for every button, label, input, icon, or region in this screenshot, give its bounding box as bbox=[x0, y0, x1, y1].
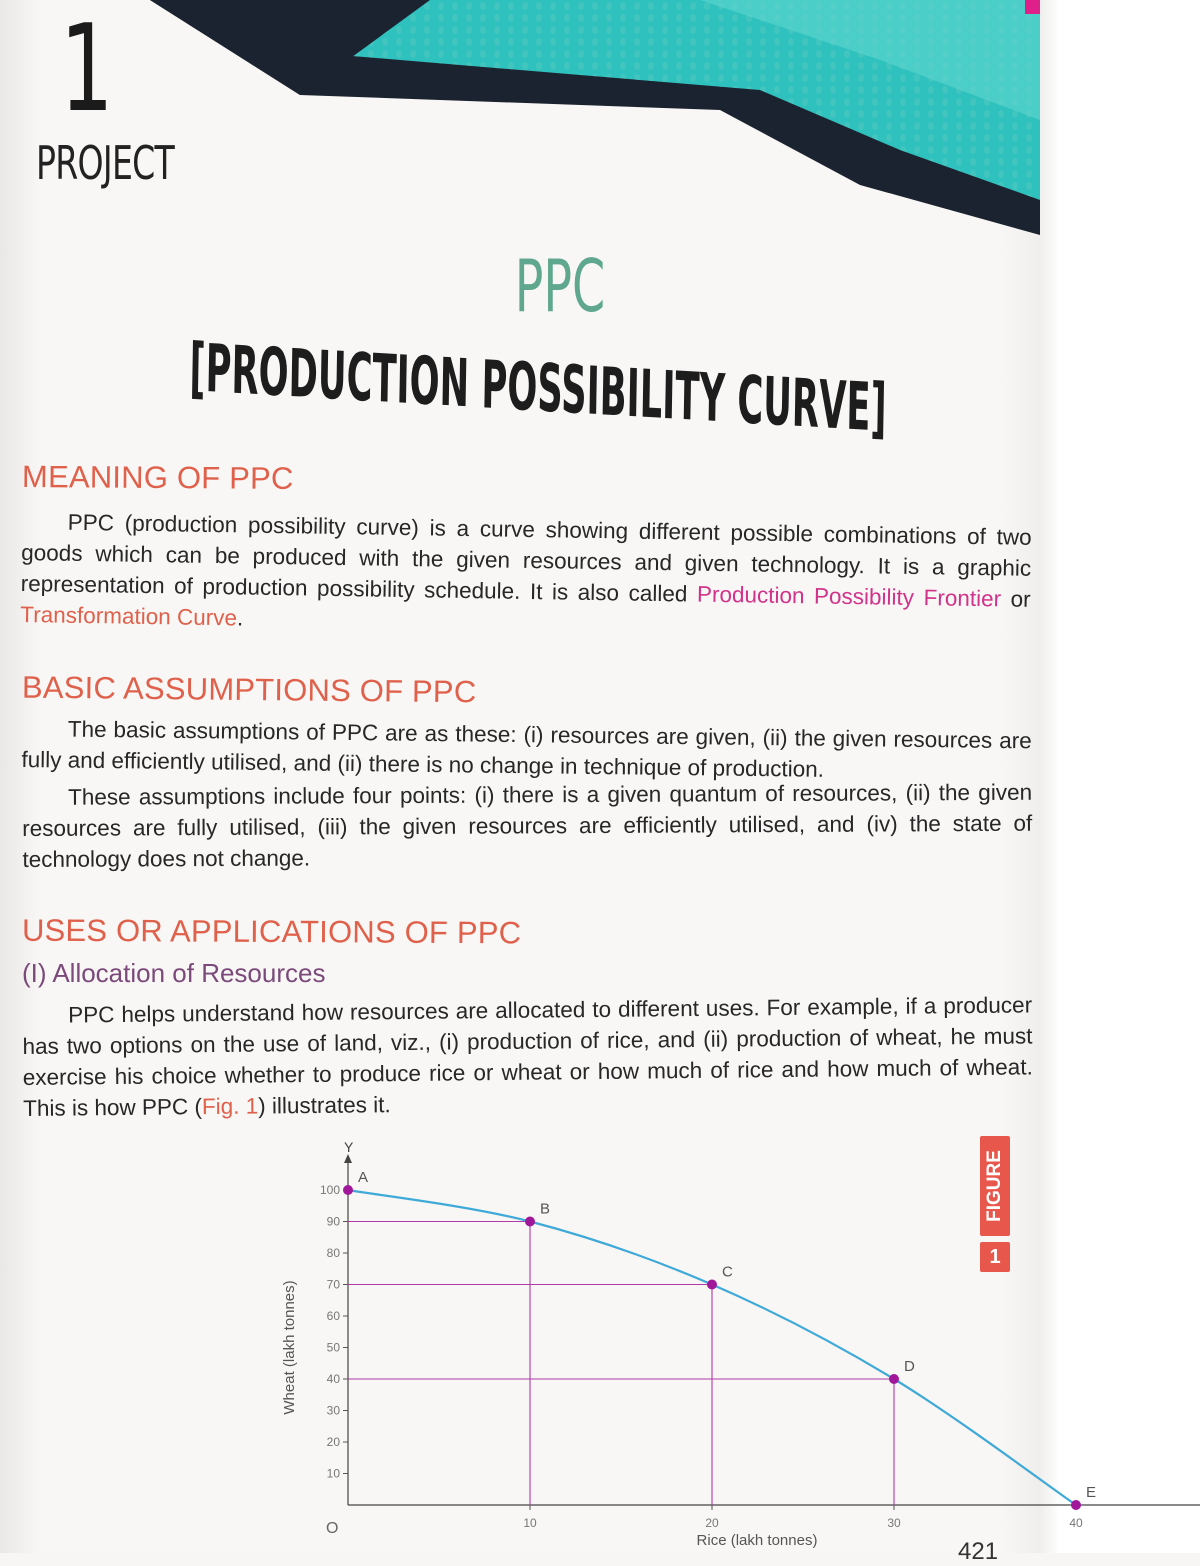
y-tick-label: 30 bbox=[326, 1403, 340, 1418]
figure-tag-number: 1 bbox=[980, 1242, 1010, 1272]
data-point-c bbox=[707, 1280, 717, 1290]
section-heading-uses: USES OR APPLICATIONS OF PPC bbox=[21, 912, 522, 951]
point-label-a: A bbox=[358, 1169, 369, 1186]
figure-reference-link[interactable]: Fig. 1 bbox=[201, 1093, 259, 1120]
section-heading-assumptions: BASIC ASSUMPTIONS OF PPC bbox=[21, 669, 477, 710]
paragraph-assumptions-2: These assumptions include four points: (i) there is a given quantum of resources, (ii) the given resources are fully utilised, (iii) the given resources are efficiently utilised, and (iv) the state of technology does not change. bbox=[22, 779, 1033, 872]
y-tick-label: 20 bbox=[326, 1435, 340, 1449]
point-label-e: E bbox=[1086, 1484, 1097, 1501]
chapter-number: 1 bbox=[60, 0, 114, 139]
x-axis-title: Rice (lakh tonnes) bbox=[696, 1532, 818, 1549]
term-transformation-curve: Transformation Curve bbox=[20, 601, 238, 631]
paragraph-allocation: PPC helps understand how resources are allocated to different uses. For example, if a producer has two options on the use of land, viz., (i) production of rice, and (ii) production of wheat, he must exercise his choice whether to produce rice or wheat or how much of rice and how much of wheat. This is how PPC (Fig. 1) illustrates it. bbox=[22, 992, 1033, 1121]
point-label-b: B bbox=[540, 1200, 551, 1218]
y-axis-title: Wheat (lakh tonnes) bbox=[281, 1280, 298, 1415]
y-tick-label: 80 bbox=[326, 1246, 340, 1260]
page-title-short: PPC bbox=[514, 244, 606, 328]
page-title: [PRODUCTION POSSIBILITY CURVE] bbox=[188, 329, 888, 447]
paragraph-meaning: PPC (production possibility curve) is a curve showing different possible combinations of two goods which can be produced with the given resources and given technology. It is a graphic representation of production possibility schedule. It is also called Production Possibility Frontier or Transformation Curve. bbox=[20, 509, 1032, 631]
y-tick-label: 50 bbox=[326, 1340, 340, 1355]
y-tick-label: 70 bbox=[326, 1277, 340, 1292]
point-label-d: D bbox=[904, 1358, 915, 1375]
y-axis-name: Y bbox=[344, 1139, 354, 1155]
section-heading-meaning: MEANING OF PPC bbox=[21, 459, 294, 496]
page-number: 421 bbox=[958, 1538, 999, 1565]
chapter-label: PROJECT bbox=[36, 136, 175, 190]
y-tick-label: 40 bbox=[326, 1372, 340, 1386]
data-point-b bbox=[525, 1217, 535, 1227]
y-tick-label: 90 bbox=[326, 1214, 340, 1229]
x-tick-label: 10 bbox=[523, 1516, 537, 1530]
y-tick-label: 60 bbox=[326, 1309, 340, 1323]
origin-label: O bbox=[326, 1520, 339, 1537]
header-banner bbox=[0, 0, 1040, 240]
y-axis-arrow bbox=[344, 1154, 352, 1163]
paragraph-assumptions-1: The basic assumptions of PPC are as these: (i) resources are given, (ii) the given resources are fully and efficiently utilised, and (ii) there is no change in technique of production. bbox=[21, 716, 1032, 782]
x-tick-label: 40 bbox=[1069, 1516, 1083, 1530]
term-production-possibility-frontier: Production Possibility Frontier bbox=[696, 581, 1002, 612]
y-tick-label: 10 bbox=[326, 1466, 340, 1481]
x-tick-label: 20 bbox=[705, 1516, 719, 1530]
figure-tag-label: FIGURE bbox=[984, 1150, 1005, 1222]
point-label-c: C bbox=[722, 1263, 733, 1281]
x-tick-label: 30 bbox=[887, 1516, 901, 1530]
y-tick-label: 100 bbox=[319, 1183, 340, 1197]
data-point-d bbox=[889, 1374, 899, 1384]
data-point-a bbox=[343, 1185, 353, 1195]
figure-tag bbox=[980, 1136, 1010, 1272]
subheading-allocation: (I) Allocation of Resources bbox=[22, 958, 326, 988]
data-point-e bbox=[1071, 1500, 1081, 1510]
